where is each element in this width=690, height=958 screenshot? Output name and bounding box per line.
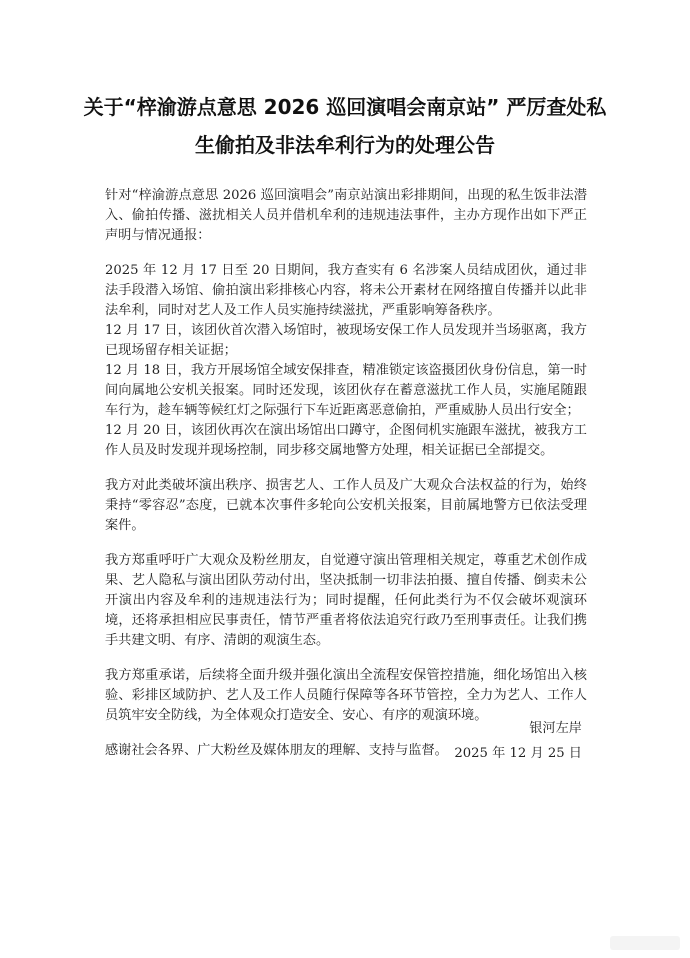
incident-summary-paragraph: 2025 年 12 月 17 日至 20 日期间，我方查实有 6 名涉案人员结成团伙，通过非法手段潜入场馆、偷拍演出彩排核心内容，将未公开素材在网络擅自传播并以此非法牟利，同时对艺人及工作人员实施持续滋扰，严重影响筹备秩序。 <box>105 263 587 318</box>
title-line-2: 生偷拍及非法牟利行为的处理公告 <box>195 133 495 157</box>
incident-dec-17: 12 月 17 日，该团伙首次潜入场馆时，被现场安保工作人员发现并当场驱离，我方已现场留存相关证据； <box>105 323 587 358</box>
title-line-1: 关于“梓渝游点意思 2026 巡回演唱会南京站” 严厉查处私 <box>83 95 607 119</box>
thanks-paragraph: 感谢社会各界、广大粉丝及媒体朋友的理解、支持与监督。 <box>105 743 448 758</box>
intro-paragraph: 针对“梓渝游点意思 2026 巡回演唱会”南京站演出彩排期间，出现的私生饭非法潜入、偷拍传播、滋扰相关人员并借机牟利的违规违法事件，主办方现作出如下严正声明与情况通报： <box>105 188 587 243</box>
signature-block <box>454 716 582 766</box>
signature-date: 2025 年 12 月 25 日 <box>454 746 582 761</box>
zero-tolerance-paragraph: 我方对此类破坏演出秩序、损害艺人、工作人员及广大观众合法权益的行为，始终秉持“零容忍”态度，已就本次事件多轮向公安机关报案，目前属地警方已依法受理案件。 <box>105 478 587 533</box>
notice-body <box>105 186 587 761</box>
appeal-paragraph: 我方郑重呼吁广大观众及粉丝朋友，自觉遵守演出管理相关规定，尊重艺术创作成果、艺人隐私与演出团队劳动付出，坚决抵制一切非法拍摄、擅自传播、倒卖未公开演出内容及牟利的违规违法行为；同时提醒，任何此类行为不仅会破坏观演环境，还将承担相应民事责任，情节严重者将依法追究行政乃至刑事责任。让我们携手共建文明、有序、清朗的观演生态。 <box>105 553 587 648</box>
commitment-paragraph: 我方郑重承诺，后续将全面升级并强化演出全流程安保管控措施，细化场馆出入核验、彩排区域防护、艺人及工作人员随行保障等各环节管控，全力为艺人、工作人员筑牢安全防线，为全体观众打造安全、安心、有序的观演环境。 <box>105 668 587 723</box>
incident-dec-18: 12 月 18 日，我方开展场馆全域安保排查，精准锁定该盗摄团伙身份信息，第一时间向属地公安机关报案。同时还发现，该团伙存在蓄意滋扰工作人员，实施尾随跟车行为，趁车辆等候红灯之际强行下车近距离恶意偷拍，严重威胁人员出行安全； <box>105 363 587 418</box>
incident-dec-20: 12 月 20 日，该团伙再次在演出场馆出口蹲守，企图伺机实施跟车滋扰，被我方工作人员及时发现并现场控制，同步移交属地警方处理，相关证据已全部提交。 <box>105 423 587 458</box>
watermark <box>610 936 680 950</box>
notice-title <box>60 88 630 164</box>
signature-org: 银河左岸 <box>529 721 582 736</box>
